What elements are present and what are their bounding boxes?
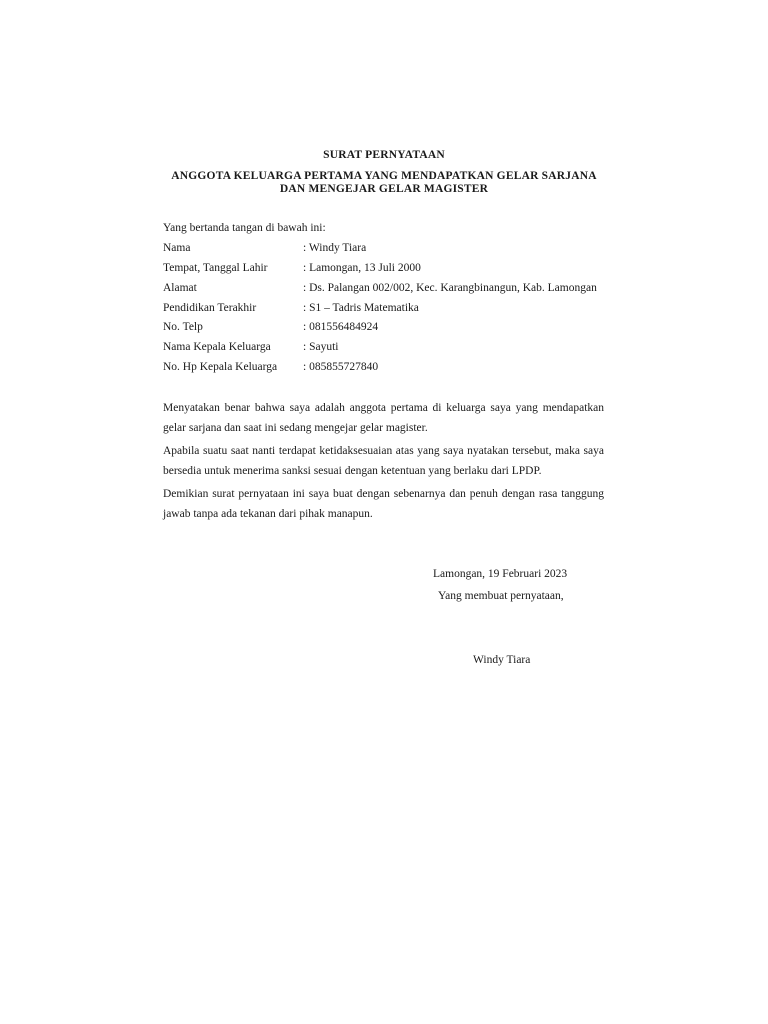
- field-value: : Sayuti: [303, 341, 339, 353]
- signature-place-date: Lamongan, 19 Februari 2023: [433, 568, 568, 580]
- field-label: Pendidikan Terakhir: [163, 302, 257, 314]
- field-value: : Windy Tiara: [303, 242, 367, 254]
- field-value: : 085855727840: [303, 361, 379, 373]
- document-subtitle-line2: DAN MENGEJAR GELAR MAGISTER: [279, 183, 489, 195]
- intro-text: Yang bertanda tangan di bawah ini:: [163, 222, 326, 234]
- field-value: : S1 – Tadris Matematika: [303, 302, 419, 314]
- closing-paragraph: Demikian surat pernyataan ini saya buat dengan sebenarnya dan penuh dengan rasa tanggung jawab tanpa ada tekanan dari pihak manapun.: [163, 488, 604, 520]
- statement-paragraph: Menyatakan benar bahwa saya adalah anggota pertama di keluarga saya yang mendapatkan gelar sarjana dan saat ini sedang mengejar gelar magister.: [163, 402, 604, 434]
- field-value: : Ds. Palangan 002/002, Kec. Karangbinangun, Kab. Lamongan: [303, 282, 597, 294]
- field-value: : Lamongan, 13 Juli 2000: [303, 262, 421, 274]
- field-label: No. Telp: [163, 321, 203, 333]
- sanction-paragraph: Apabila suatu saat nanti terdapat ketidaksesuaian atas yang saya nyatakan tersebut, maka saya bersedia untuk menerima sanksi sesuai dengan ketentuan yang berlaku dari LPDP.: [163, 445, 604, 477]
- field-value: : 081556484924: [303, 321, 379, 333]
- signature-role: Yang membuat pernyataan,: [438, 590, 564, 602]
- field-label: Nama: [163, 242, 191, 254]
- signature-name: Windy Tiara: [473, 654, 531, 666]
- field-label: No. Hp Kepala Keluarga: [163, 361, 278, 373]
- document-subtitle-line1: ANGGOTA KELUARGA PERTAMA YANG MENDAPATKAN GELAR SARJANA: [171, 170, 597, 182]
- field-label: Tempat, Tanggal Lahir: [163, 262, 268, 274]
- field-label: Alamat: [163, 282, 197, 294]
- field-label: Nama Kepala Keluarga: [163, 341, 271, 353]
- document-title: SURAT PERNYATAAN: [323, 149, 445, 161]
